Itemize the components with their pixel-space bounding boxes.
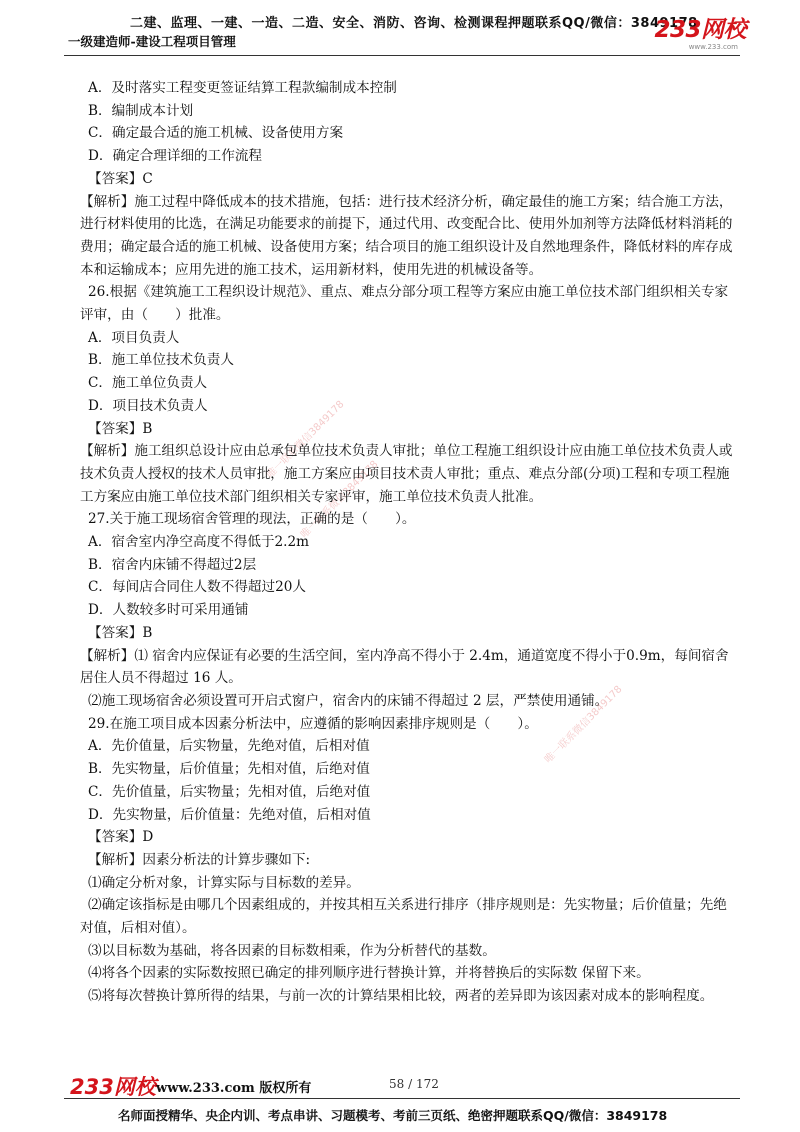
question-content (80, 77, 740, 1008)
footer-divider (64, 1098, 740, 1099)
explanation-step: ⑴确定分析对象，计算实际与目标数的差异。 (88, 874, 360, 891)
brand-logo-url: www.233.com (688, 43, 738, 51)
footer-logo: 233网校 (70, 1075, 156, 1099)
explanation-step: ⑶以目标数为基础，将各因素的目标数相乘，作为分析替代的基数。 (88, 942, 496, 959)
option-line: B．施工单位技术负责人 (88, 352, 234, 369)
question-stem: 26.根据《建筑施工工程织设计规范》、重点、难点分部分项工程等方案应由施工单位技术部门组织相关专家评审，由（ ）批准。 (80, 284, 729, 324)
footer-copyright: www.233.com 版权所有 (156, 1081, 312, 1096)
option-line: B．宿舍内床铺不得超过2层 (88, 556, 257, 573)
option-line: A．先价值量，后实物量，先绝对值，后相对值 (88, 738, 370, 755)
explanation-paragraph: 【解析】⑴ 宿舍内应保证有必要的生活空间，室内净高不得小于 2.4m，通道宽度不得小于0.9m，每间宿舍居住人员不得超过 16 人。 (80, 647, 729, 687)
answer-line: 【答案】C (88, 170, 153, 187)
option-line: A．项目负责人 (88, 329, 180, 346)
explanation-paragraph: ⑵施工现场宿舍必须设置可开启式窗户，宿舍内的床铺不得超过 2 层，严禁使用通铺。 (88, 692, 609, 709)
explanation-step: ⑷将各个因素的实际数按照已确定的排列顺序进行替换计算，并将替换后的实际数 保留下来。 (88, 965, 650, 982)
explanation-step: ⑸将每次替换计算所得的结果，与前一次的计算结果相比较，两者的差异即为该因素对成本的影响程度。 (88, 988, 714, 1005)
option-line: C．施工单位负责人 (88, 375, 208, 392)
answer-line: 【答案】B (88, 624, 153, 641)
option-line: D．确定合理详细的工作流程 (88, 148, 263, 165)
explanation-step: ⑵确定该指标是由哪几个因素组成的，并按其相互关系进行排序（排序规则是：先实物量；后价值量；先绝对值，后相对值）。 (80, 897, 727, 937)
header-contact-line: 二建、监理、一建、一造、二造、安全、消防、咨询、检测课程押题联系QQ/微信：3849178 (130, 16, 698, 31)
option-line: C．确定最合适的施工机械、设备使用方案 (88, 125, 344, 142)
option-line: B．先实物量，后价值量；先相对值，后绝对值 (88, 761, 370, 778)
option-line: D．先实物量，后价值量：先绝对值，后相对值 (88, 806, 371, 823)
option-line: D．项目技术负责人 (88, 397, 208, 414)
header-subtitle: 一级建造师-建设工程项目管理 (68, 34, 236, 49)
watermark: 唯一联系微信3849178 (264, 398, 347, 481)
answer-line: 【答案】D (88, 829, 154, 846)
option-line: B．编制成本计划 (88, 102, 194, 119)
explanation-paragraph: 【解析】施工过程中降低成本的技术措施，包括：进行技术经济分析，确定最佳的施工方案；结合施工方法，进行材料使用的比选，在满足功能要求的前提下，通过代用、改变配合比、使用外加剂等方法降低材料消耗的费用；确定最合适的施工机械、设备使用方案；结合项目的施工组织设计及自然地理条件，降低材料的库存成本和运输成本；应用先进的施工技术，运用新材料，使用先进的机械设备等。 (80, 193, 733, 278)
question-stem: 27.关于施工现场宿舍管理的现法，正确的是（ ）。 (88, 511, 416, 528)
answer-line: 【答案】B (88, 420, 153, 437)
option-line: C．先价值量，后实物量；先相对值，后绝对值 (88, 783, 371, 800)
option-line: A．宿舍室内净空高度不得低于2.2m (88, 534, 310, 551)
option-line: C．每间店合同住人数不得超过20人 (88, 579, 307, 596)
page-number: 58 / 172 (389, 1077, 439, 1091)
option-line: D．人数较多时可采用通铺 (88, 602, 249, 619)
question-stem: 29.在施工项目成本因素分析法中，应遵循的影响因素排序规则是（ ）。 (88, 715, 538, 732)
footer-contact-line: 名师面授精华、央企内训、考点串讲、习题模考、考前三页纸、绝密押题联系QQ/微信：3849178 (118, 1108, 668, 1123)
watermark: 唯一联系微信3849178 (298, 458, 381, 541)
brand-logo: 233网校 (654, 17, 746, 43)
explanation-paragraph: 【解析】施工组织总设计应由总承包单位技术负责人审批；单位工程施工组织设计应由施工单位技术负责人或技术负责人授权的技术人员审批，施工方案应由项目技术责人审批；重点、难点分部(分项)工程和专项工程施工方案应由施工单位技术部门组织相关专家评审，施工单位技术负责人批准。 (80, 443, 733, 505)
option-line: A．及时落实工程变更签证结算工程款编制成本控制 (88, 80, 397, 96)
explanation-paragraph: 【解析】因素分析法的计算步骤如下: (88, 851, 311, 868)
header-divider (64, 55, 740, 56)
watermark: 唯一联系微信3849178 (542, 683, 625, 766)
